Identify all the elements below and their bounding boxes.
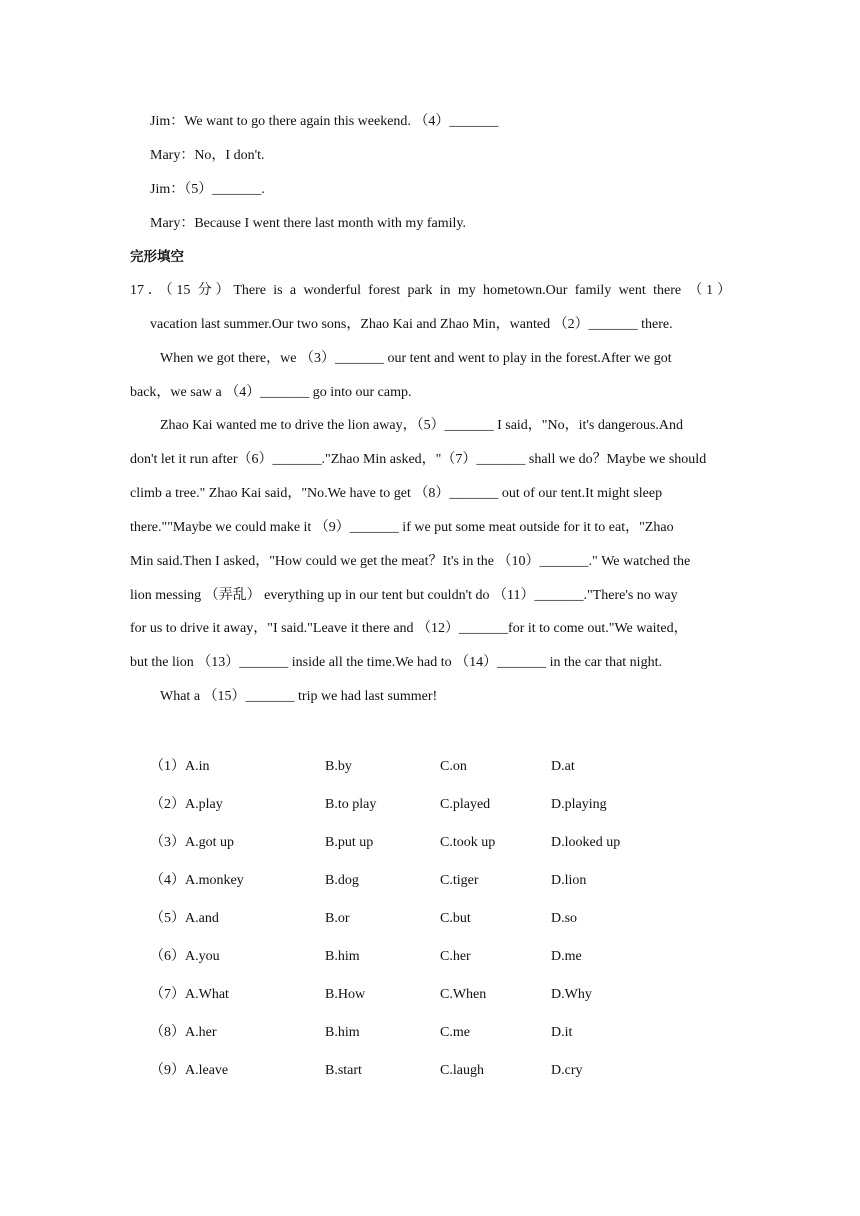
- option-b: B.start: [325, 1063, 362, 1078]
- option-row: [0, 1024, 860, 1044]
- option-c: C.her: [440, 949, 471, 964]
- dialogue-line: Mary：Because I went there last month with my family.: [150, 216, 466, 231]
- option-b: B.How: [325, 987, 366, 1002]
- question-line: don't let it run after（6）_______."Zhao Min asked，"（7）_______ shall we do？Maybe we should: [130, 452, 707, 467]
- option-d: D.at: [551, 759, 575, 774]
- question-line: lion messing （弄乱） everything up in our tent but couldn't do （11）_______."There's no way: [130, 588, 678, 603]
- option-row: [0, 948, 860, 968]
- option-d: D.Why: [551, 987, 592, 1002]
- option-a: （6）A.you: [150, 949, 220, 964]
- option-row: [0, 1062, 860, 1082]
- option-c: C.took up: [440, 835, 496, 850]
- option-a: （4）A.monkey: [150, 873, 244, 888]
- dialogue-line: Mary：No，I don't.: [150, 148, 265, 163]
- question-line: climb a tree." Zhao Kai said，"No.We have to get （8）_______ out of our tent.It might sleep: [130, 486, 663, 501]
- option-row: [0, 758, 860, 778]
- option-a: （3）A.got up: [150, 835, 234, 850]
- question-line: vacation last summer.Our two sons，Zhao Kai and Zhao Min，wanted （2）_______ there.: [150, 317, 673, 332]
- option-row: [0, 872, 860, 892]
- option-d: D.so: [551, 911, 578, 926]
- question-line: 17．（15 分）There is a wonderful forest park in my hometown.Our family went there （1）: [130, 283, 731, 298]
- option-c: C.me: [440, 1025, 470, 1040]
- option-d: D.looked up: [551, 835, 621, 850]
- option-row: [0, 796, 860, 816]
- option-row: [0, 986, 860, 1006]
- option-d: D.lion: [551, 873, 587, 888]
- option-d: D.me: [551, 949, 582, 964]
- question-line: When we got there，we （3）_______ our tent and went to play in the forest.After we got: [160, 351, 672, 366]
- option-a: （9）A.leave: [150, 1063, 229, 1078]
- option-c: C.on: [440, 759, 467, 774]
- question-line: Min said.Then I asked，"How could we get the meat？It's in the （10）_______." We watched the: [130, 554, 691, 569]
- option-row: [0, 910, 860, 930]
- dialogue-line: Jim：（5）_______.: [150, 182, 265, 197]
- dialogue-line: Jim：We want to go there again this weekend. （4）_______: [150, 114, 499, 129]
- option-c: C.but: [440, 911, 471, 926]
- option-d: D.cry: [551, 1063, 583, 1078]
- option-a: （2）A.play: [150, 797, 223, 812]
- option-b: B.him: [325, 949, 360, 964]
- option-row: [0, 834, 860, 854]
- option-a: （1）A.in: [150, 759, 210, 774]
- option-c: C.laugh: [440, 1063, 484, 1078]
- option-a: （5）A.and: [150, 911, 219, 926]
- question-line: but the lion （13）_______ inside all the time.We had to （14）_______ in the car that night.: [130, 655, 662, 670]
- option-c: C.tiger: [440, 873, 479, 888]
- option-b: B.put up: [325, 835, 374, 850]
- option-d: D.playing: [551, 797, 607, 812]
- question-line: for us to drive it away，"I said."Leave it there and （12）_______for it to come out."We waited，: [130, 621, 688, 636]
- option-b: B.by: [325, 759, 352, 774]
- question-line: What a （15）_______ trip we had last summer!: [160, 689, 438, 704]
- section-heading: 完形填空: [130, 249, 184, 265]
- option-d: D.it: [551, 1025, 573, 1040]
- question-line: back，we saw a （4）_______ go into our camp.: [130, 385, 412, 400]
- question-line: there.""Maybe we could make it （9）_______ if we put some meat outside for it to eat，"Zhao: [130, 520, 674, 535]
- option-c: C.played: [440, 797, 491, 812]
- option-c: C.When: [440, 987, 487, 1002]
- option-b: B.to play: [325, 797, 377, 812]
- question-line: Zhao Kai wanted me to drive the lion away，（5）_______ I said，"No，it's dangerous.And: [160, 418, 684, 433]
- option-b: B.dog: [325, 873, 359, 888]
- option-a: （7）A.What: [150, 987, 229, 1002]
- option-a: （8）A.her: [150, 1025, 217, 1040]
- option-b: B.him: [325, 1025, 360, 1040]
- option-b: B.or: [325, 911, 350, 926]
